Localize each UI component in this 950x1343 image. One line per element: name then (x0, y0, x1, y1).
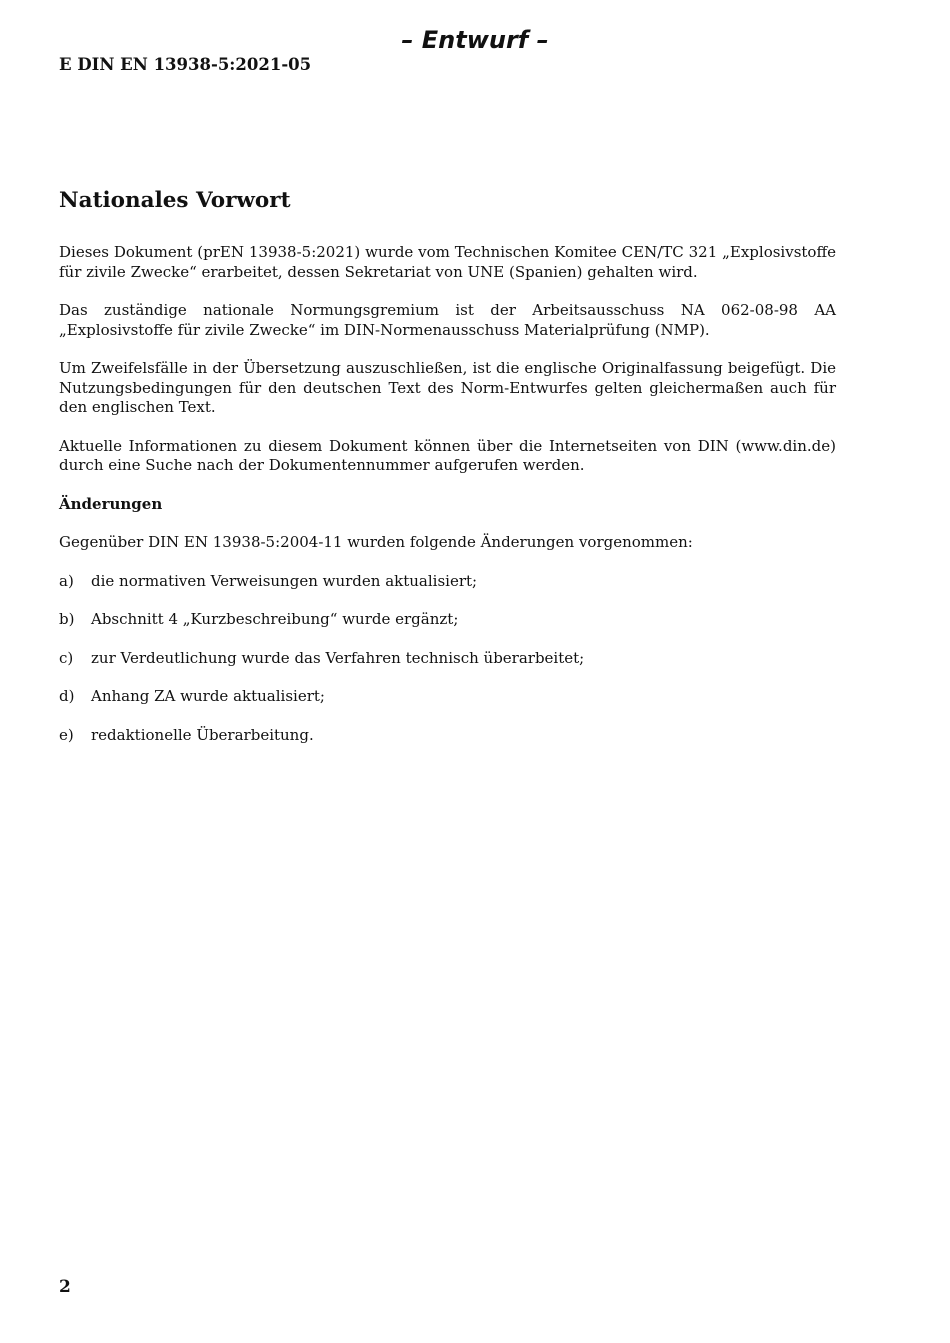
draft-banner: – Entwurf – (401, 26, 549, 54)
list-item (59, 610, 836, 630)
list-marker: d) (59, 687, 75, 705)
list-item (59, 572, 836, 592)
document-id: E DIN EN 13938-5:2021-05 (59, 55, 312, 74)
list-item (59, 649, 836, 669)
section-title: Nationales Vorwort (59, 188, 291, 213)
foreword-section (59, 186, 836, 764)
foreword-paragraph: Das zuständige nationale Normungsgremium ist der Arbeitsausschuss NA 062-08-98 AA „Explosivstoffe für zivile Zwecke“ im DIN-Normenausschuss Materialprüfung (NMP). (59, 301, 836, 339)
list-text: redaktionelle Überarbeitung. (91, 725, 314, 744)
list-marker: a) (59, 571, 74, 590)
changes-intro: Gegenüber DIN EN 13938-5:2004-11 wurden folgende Änderungen vorgenommen: (59, 533, 693, 551)
list-text: die normativen Verweisungen wurden aktualisiert; (91, 571, 478, 590)
list-text: Abschnitt 4 „Kurzbeschreibung“ wurde ergänzt; (91, 610, 459, 628)
list-text: Anhang ZA wurde aktualisiert; (91, 687, 325, 705)
page-number: 2 (59, 1277, 71, 1297)
changes-heading: Änderungen (59, 494, 163, 513)
list-text: zur Verdeutlichung wurde das Verfahren technisch überarbeitet; (91, 648, 585, 667)
changes-list (59, 572, 836, 746)
list-marker: c) (59, 648, 74, 667)
foreword-paragraph: Dieses Dokument (prEN 13938-5:2021) wurde vom Technischen Komitee CEN/TC 321 „Explosivstoffe für zivile Zwecke“ erarbeitet, dessen Sekretariat von UNE (Spanien) gehalten wird. (59, 243, 836, 281)
list-item (59, 726, 836, 746)
list-marker: b) (59, 610, 75, 628)
list-marker: e) (59, 725, 74, 744)
list-item (59, 687, 836, 707)
foreword-paragraph: Aktuelle Informationen zu diesem Dokument können über die Internetseiten von DIN (www.din.de) durch eine Suche nach der Dokumentennummer aufgerufen werden. (59, 436, 836, 474)
foreword-paragraph: Um Zweifelsfälle in der Übersetzung auszuschließen, ist die englische Originalfassung beigefügt. Die Nutzungsbedingungen für den deutschen Text des Norm-Entwurfes gelten gleichermaßen auch für den englischen Text. (59, 359, 836, 416)
